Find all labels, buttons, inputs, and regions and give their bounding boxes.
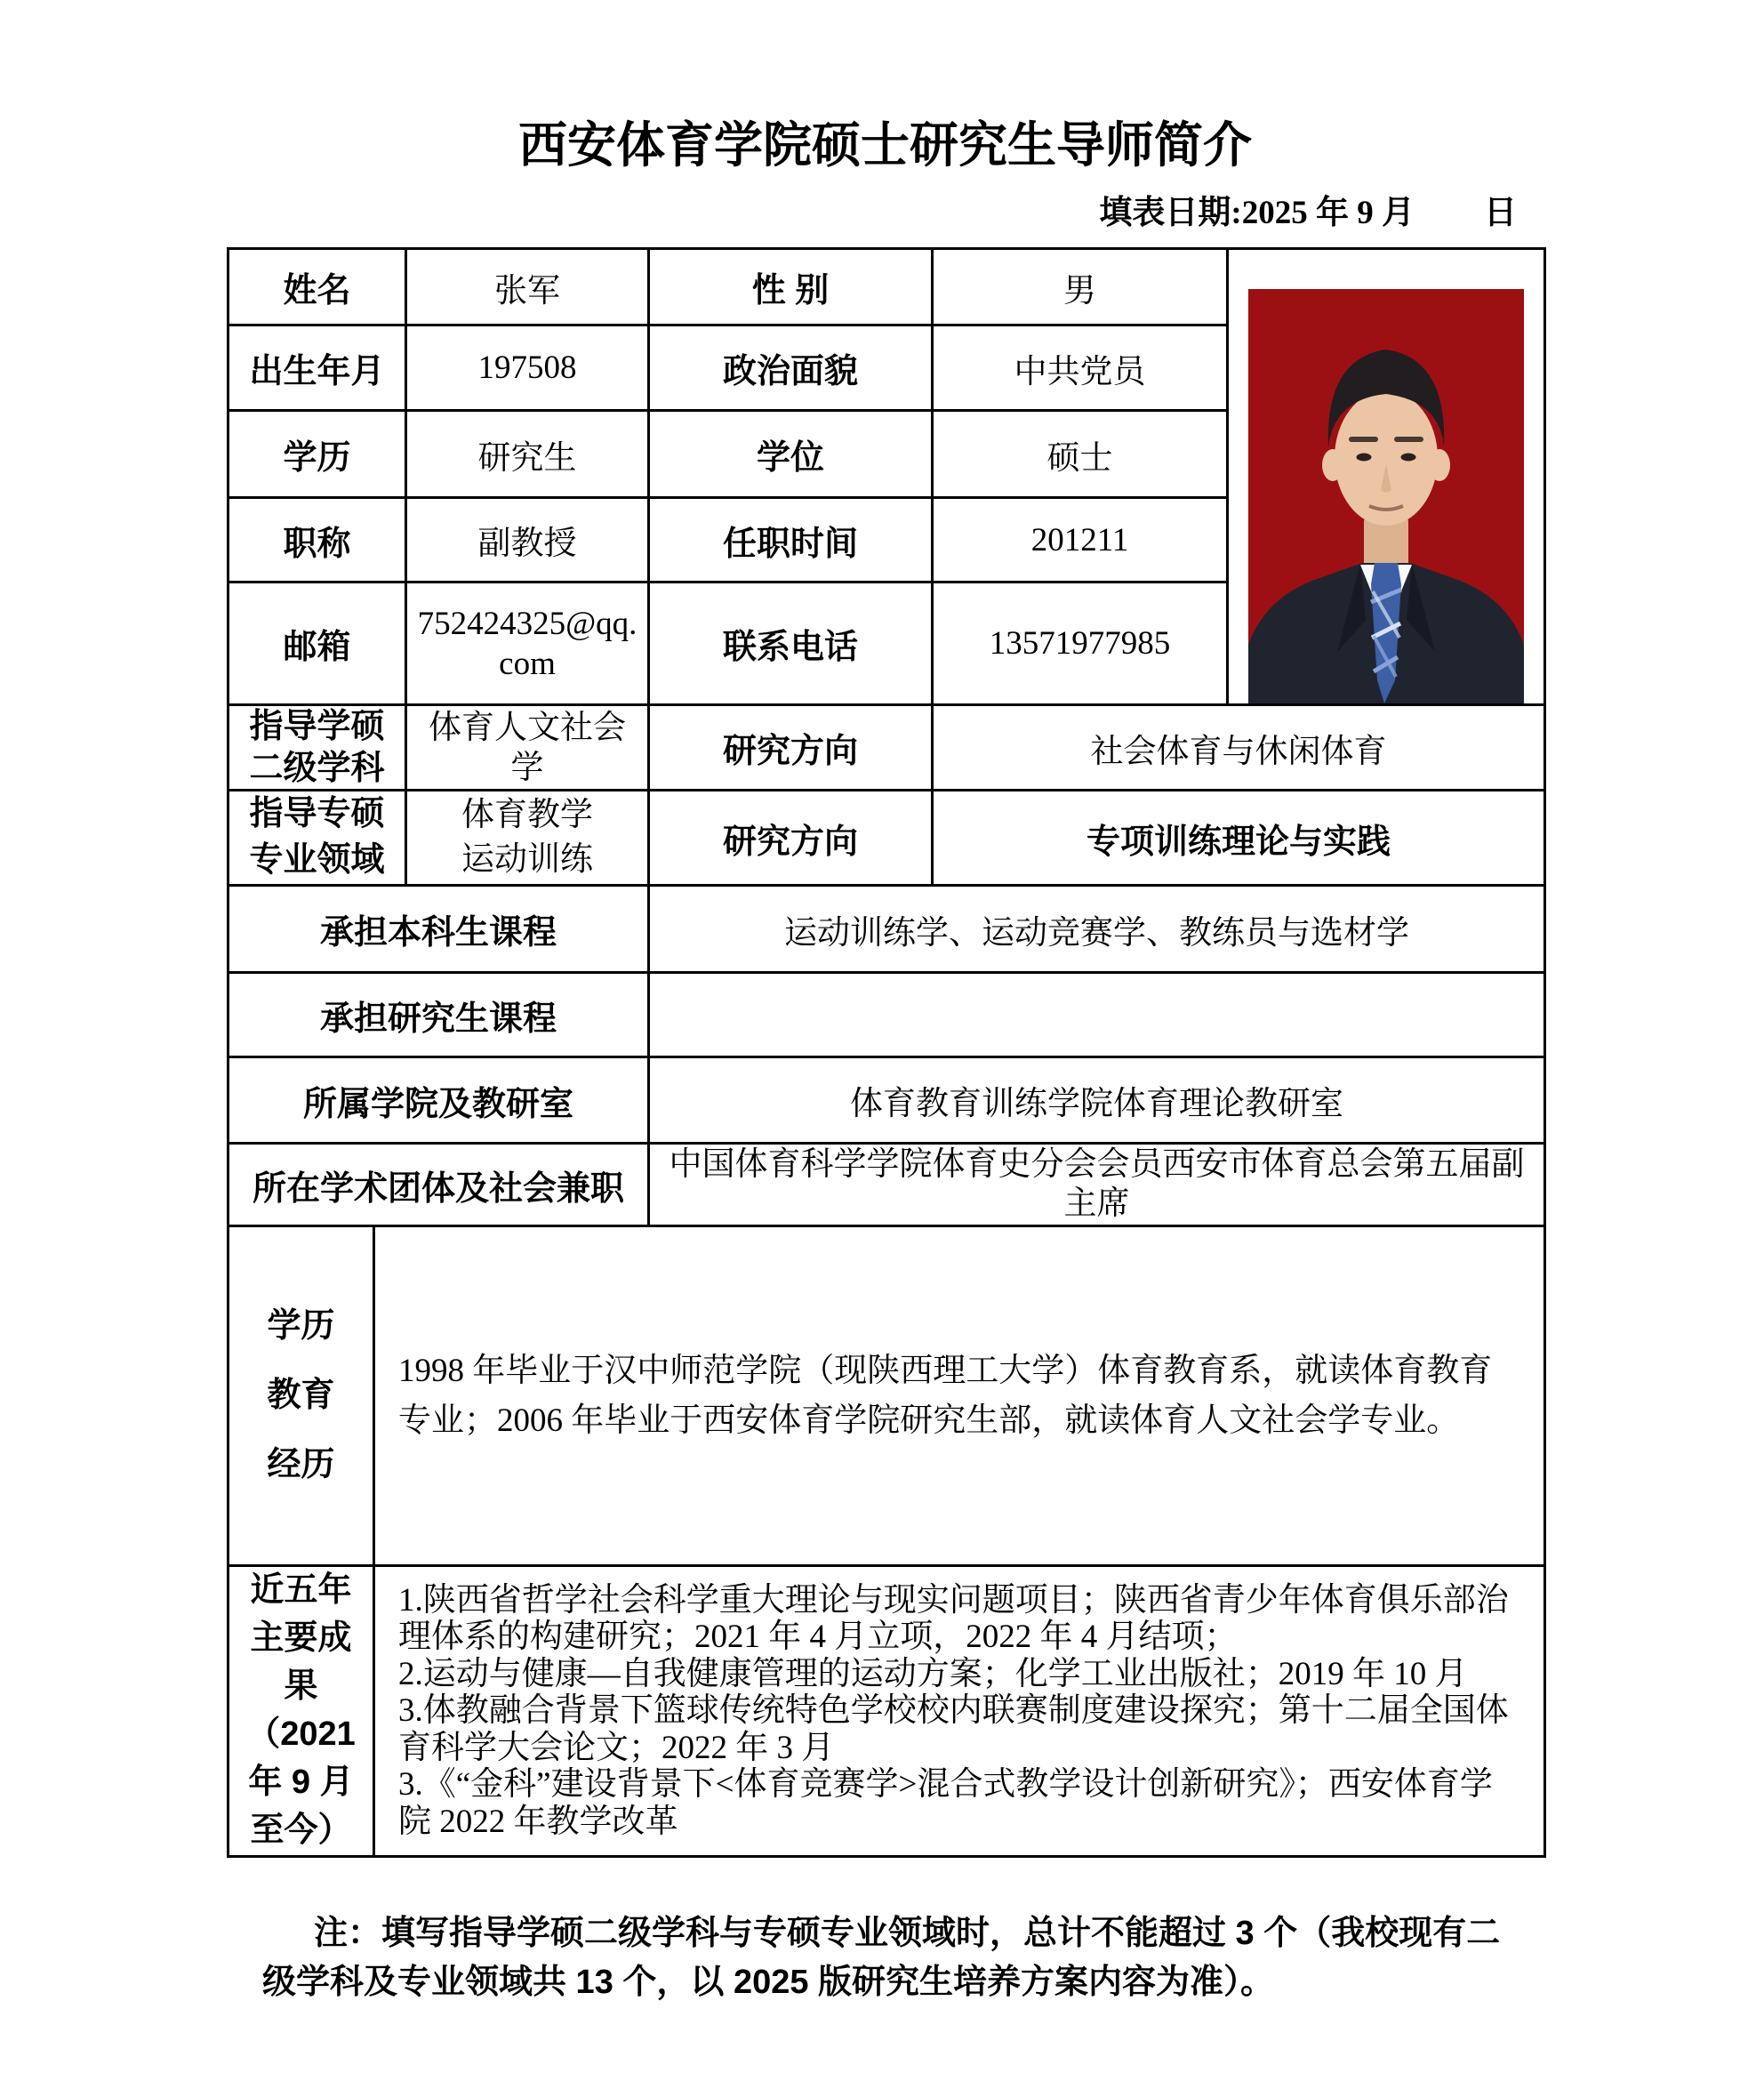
appointment-value: 201211 <box>933 498 1228 582</box>
professional-direction-value: 专项训练理论与实践 <box>933 791 1545 886</box>
gender-label: 性 别 <box>649 249 933 325</box>
phone-value: 13571977985 <box>933 582 1228 705</box>
education-history-label: 学历 教育 经历 <box>229 1226 374 1566</box>
societies-label: 所在学术团体及社会兼职 <box>229 1144 649 1226</box>
achievements-value <box>374 1566 1545 1857</box>
appointment-label: 任职时间 <box>649 498 933 582</box>
undergrad-courses-label: 承担本科生课程 <box>229 886 649 973</box>
portrait-photo <box>1248 289 1524 703</box>
birth-label: 出生年月 <box>229 325 406 411</box>
eye-left <box>1357 454 1372 462</box>
email-line-1: 752424325@qq. <box>417 605 637 642</box>
achievements-label: 近五年 主要成 果（2021 年 9 月 至今） <box>229 1566 374 1857</box>
professional-master-value: 体育教学 运动训练 <box>406 791 649 886</box>
professional-direction-label: 研究方向 <box>649 791 933 886</box>
footer-note: 注：填写指导学硕二级学科与专硕专业领域时，总计不能超过 3 个（我校现有二级学科及专业领域共 13 个，以 2025 版研究生培养方案内容为准）。 <box>262 1914 1501 2001</box>
name-value: 张军 <box>406 249 649 325</box>
achievement-item: 3.《“金科”建设背景下<体育竞赛学>混合式教学设计创新研究》；西安体育学院 2022 年教学改革 <box>398 1766 1493 1840</box>
birth-value: 197508 <box>406 325 649 411</box>
academic-master-label: 指导学硕 二级学科 <box>229 705 406 791</box>
achievement-item: 2.运动与健康—自我健康管理的运动方案；化学工业出版社；2019 年 10 月 <box>398 1655 1468 1692</box>
face <box>1335 390 1438 526</box>
societies-value: 中国体育科学学院体育史分会会员西安市体育总会第五届副主席 <box>649 1144 1545 1226</box>
fill-date-day: 日 <box>1484 195 1517 231</box>
degree-label: 学位 <box>649 411 933 498</box>
fill-date-prefix: 填表日期:2025 年 9 月 <box>1099 195 1415 231</box>
grad-courses-label: 承担研究生课程 <box>229 973 649 1057</box>
portrait-cell <box>1228 249 1545 705</box>
gender-value: 男 <box>933 249 1228 325</box>
email-value <box>406 582 649 705</box>
education-history-value: 1998 年毕业于汉中师范学院（现陕西理工大学）体育教育系，就读体育教育专业；2006 年毕业于西安体育学院研究生部，就读体育人文社会学专业。 <box>374 1226 1545 1566</box>
form-document <box>227 0 1544 2007</box>
name-label: 姓名 <box>229 249 406 325</box>
supervisor-info-table <box>227 247 1546 1857</box>
academic-direction-label: 研究方向 <box>649 705 933 791</box>
professional-master-label: 指导专硕 专业领域 <box>229 791 406 886</box>
eyebrow-left <box>1349 437 1378 442</box>
education-value: 研究生 <box>406 411 649 498</box>
achievement-item: 1.陕西省哲学社会科学重大理论与现实问题项目；陕西省青少年体育俱乐部治理体系的构建研究；2021 年 4 月立项，2022 年 4 月结项； <box>398 1581 1509 1656</box>
academic-master-value: 体育人文社会 学 <box>406 705 649 791</box>
email-line-2: com <box>499 645 556 682</box>
page-title: 西安体育学院硕士研究生导师简介 <box>517 117 1252 173</box>
department-label: 所属学院及教研室 <box>229 1057 649 1144</box>
education-label: 学历 <box>229 411 406 498</box>
title-label: 职称 <box>229 498 406 582</box>
political-label: 政治面貌 <box>649 325 933 411</box>
academic-direction-value: 社会体育与休闲体育 <box>933 705 1545 791</box>
phone-label: 联系电话 <box>649 582 933 705</box>
eye-right <box>1401 454 1416 462</box>
department-value: 体育教育训练学院体育理论教研室 <box>649 1057 1545 1144</box>
grad-courses-value <box>649 973 1545 1057</box>
political-value: 中共党员 <box>933 325 1228 411</box>
degree-value: 硕士 <box>933 411 1228 498</box>
title-value: 副教授 <box>406 498 649 582</box>
achievement-item: 3.体教融合背景下篮球传统特色学校校内联赛制度建设探究；第十二届全国体育科学大会论文；2022 年 3 月 <box>398 1692 1509 1766</box>
eyebrow-right <box>1394 437 1423 442</box>
tie-knot <box>1371 563 1401 584</box>
fill-date-line <box>227 194 1544 233</box>
email-label: 邮箱 <box>229 582 406 705</box>
undergrad-courses-value: 运动训练学、运动竞赛学、教练员与选材学 <box>649 886 1545 973</box>
